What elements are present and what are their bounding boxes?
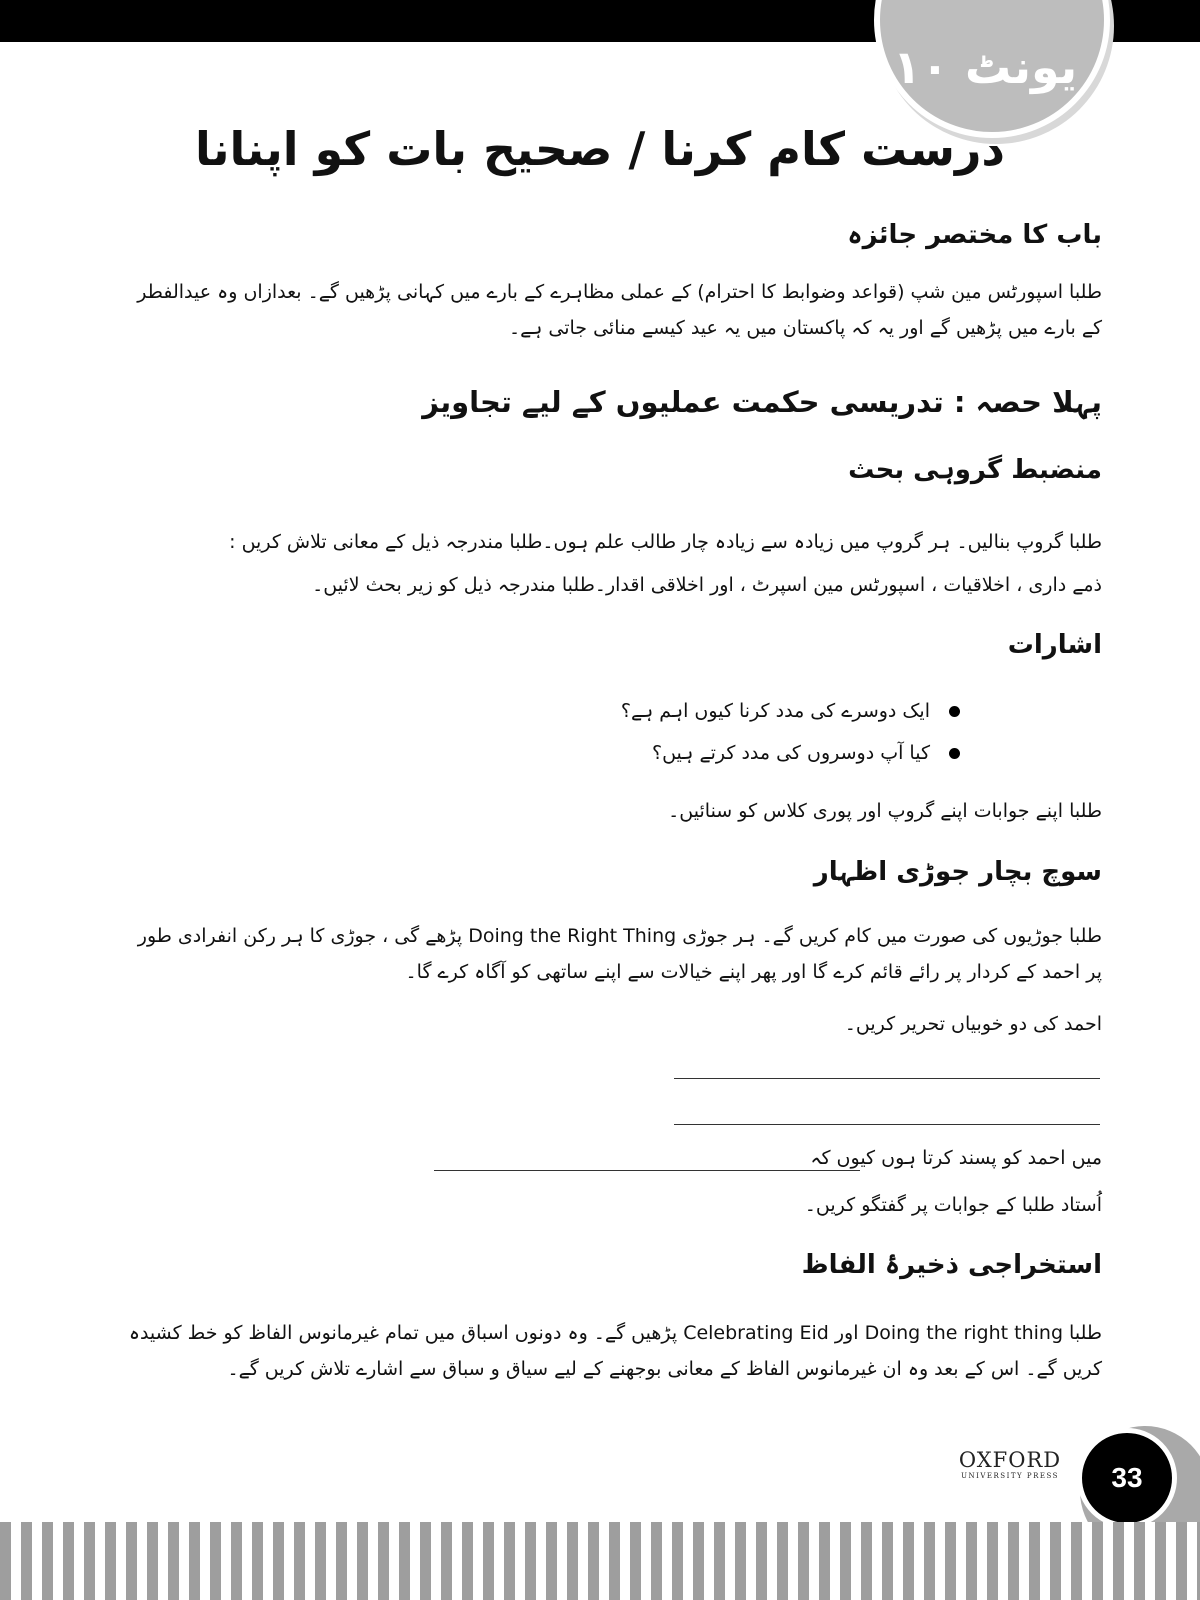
vocab-heading: استخراجی ذخیرۂ الفاظ <box>801 1250 1102 1280</box>
publisher-logo <box>950 1448 1070 1480</box>
bottom-stripes <box>0 1522 1200 1600</box>
page-title: درست کام کرنا / صحیح بات کو اپنانا <box>194 122 1006 176</box>
part-one-heading: پہلا حصہ : تدریسی حکمت عملیوں کے لیے تجاویز <box>422 385 1102 419</box>
page-number: 33 <box>1077 1428 1177 1528</box>
hints-heading: اشارات <box>1007 630 1102 660</box>
group-discussion-line-1: طلبا گروپ بنالیں۔ ہر گروپ میں زیادہ سے زیادہ چار طالب علم ہوں۔طلبا مندرجہ ذیل کے معانی تلاش کریں : <box>229 531 1102 553</box>
think-pair-prompt: احمد کی دو خوبیاں تحریر کریں۔ <box>844 1013 1102 1035</box>
list-item-text: ایک دوسرے کی مدد کرنا کیوں اہم ہے؟ <box>620 700 930 722</box>
think-pair-heading: سوچ بچار جوڑی اظہار <box>813 857 1102 887</box>
vocab-text: طلبا Doing the right thing اور Celebrating Eid پڑھیں گے۔ وہ دونوں اسباق میں تمام غیرمانوس الفاظ کو خط کشیدہ کریں گے۔ اس کے بعد وہ ان غیرمانوس الفاظ کے معانی بوجھنے کے لیے سیاق و سباق سے اشارے تلاش کریں گے۔ <box>128 1322 1102 1380</box>
think-pair-text: طلبا جوڑیوں کی صورت میں کام کریں گے۔ ہر جوڑی Doing the Right Thing پڑھے گی ، جوڑی کا ہر رکن انفرادی طور پر احمد کے کردار پر رائے قائم کرے گا اور پھر اپنے خیالات سے اپنے ساتھی کو آگاہ کرے گا۔ <box>137 925 1102 983</box>
unit-label: یونٹ ۱۰ <box>892 40 1078 94</box>
teacher-note: اُستاد طلبا کے جوابات پر گفتگو کریں۔ <box>804 1194 1102 1216</box>
hints-list <box>260 690 960 774</box>
answer-line-1[interactable] <box>674 1078 1100 1079</box>
publisher-subtitle: UNIVERSITY PRESS <box>961 1472 1059 1480</box>
group-discussion-heading: منضبط گروہی بحث <box>848 455 1102 485</box>
answer-line-2[interactable] <box>674 1124 1100 1125</box>
publisher-name: OXFORD <box>958 1448 1062 1472</box>
sentence-answer-line[interactable] <box>434 1170 860 1171</box>
list-item <box>260 732 960 774</box>
overview-heading: باب کا مختصر جائزہ <box>847 220 1102 250</box>
group-discussion-line-2: ذمے داری ، اخلاقیات ، اسپورٹس مین اسپرٹ ، اور اخلاقی اقدار۔طلبا مندرجہ ذیل کو زیر بحث لائیں۔ <box>312 574 1102 596</box>
hints-after-text: طلبا اپنے جوابات اپنے گروپ اور پوری کلاس کو سنائیں۔ <box>668 800 1102 822</box>
list-item-text: کیا آپ دوسروں کی مدد کرتے ہیں؟ <box>652 742 930 764</box>
think-pair-sentence: میں احمد کو پسند کرتا ہوں کیوں کہ <box>810 1147 1102 1169</box>
bullet-icon <box>949 748 960 759</box>
overview-text: طلبا اسپورٹس مین شپ (قواعد وضوابط کا احترام) کے عملی مظاہرے کے بارے میں کہانی پڑھیں گے۔ بعدازاں وہ عیدالفطر کے بارے میں پڑھیں گے اور یہ کہ پاکستان میں یہ عید کیسے منائی جاتی ہے۔ <box>137 281 1102 339</box>
bullet-icon <box>949 706 960 717</box>
list-item <box>260 690 960 732</box>
